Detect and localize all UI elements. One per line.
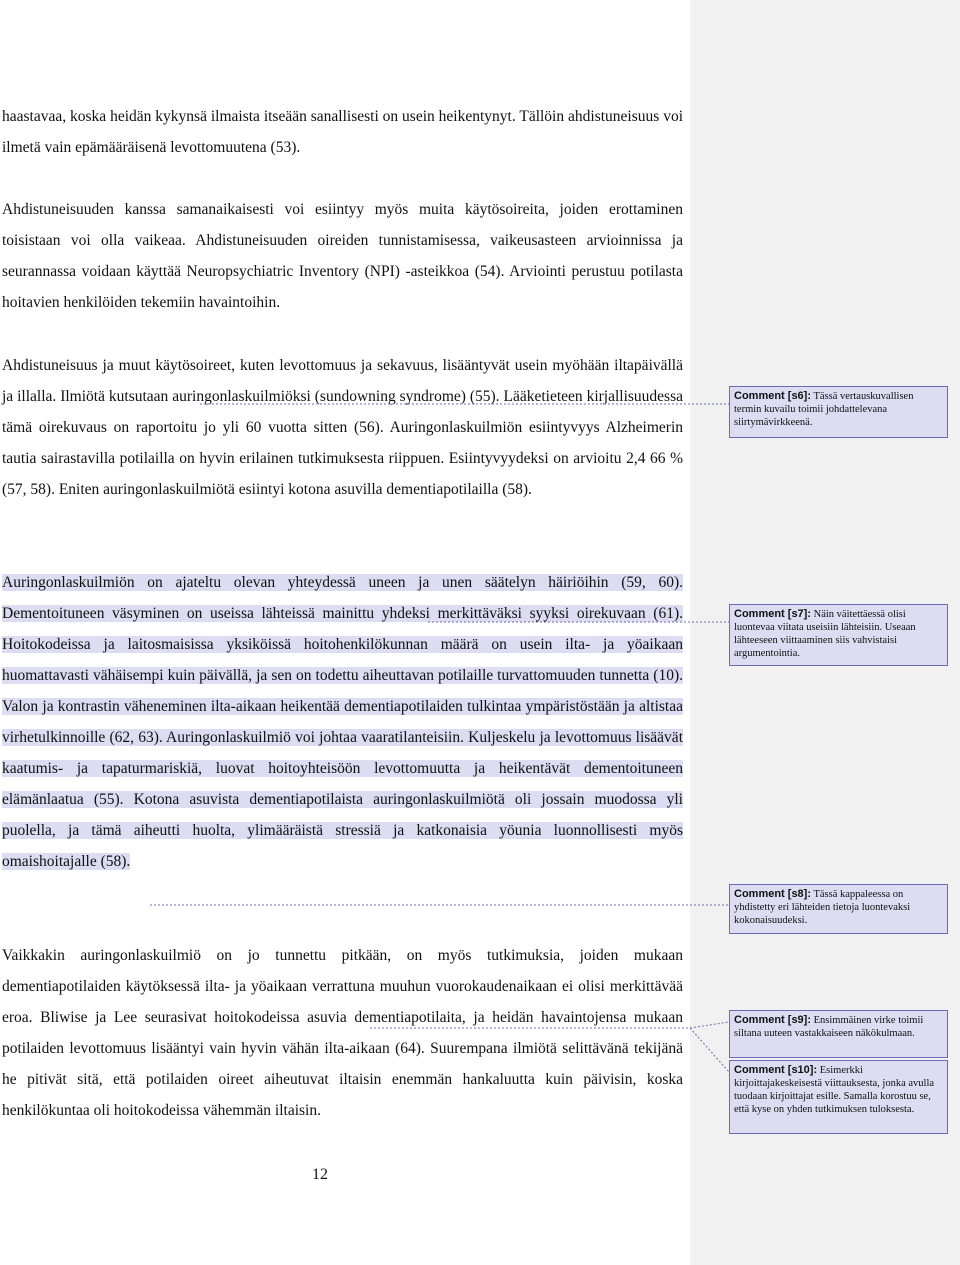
paragraph-4: Auringonlaskuilmiön on ajateltu olevan yhteydessä uneen ja unen säätelyn häiriöihin (59, 60). Dementoituneen väsyminen on useissa lähteissä mainittu yhdeksi merkittäväksi syyksi oirekuvaan (61). Hoitokodeissa ja laitosmaisissa yksiköissä hoitohenkilökunnan määrä on usein ilta- ja yöaikaan huomattavasti vähäisempi kuin päivällä, ja sen on todettu aiheuttavan potilaille turvattomuuden tunnetta (10). Valon ja kontrastin väheneminen ilta-aikaan heikentää dementiapotilaiden tulkintaa ympäristöstään ja altistaa virhetulkinnoille (62, 63). Auringonlaskuilmiö voi johtaa vaaratilanteisiin. Kuljeskelu ja levottomuus lisäävät kaatumis- ja tapaturmariskiä, luovat hoitoyhteisöön levottomuutta ja heikentävät dementoituneen elämänlaatua (55). Kotona asuvista dementiapotilaista auringonlaskuilmiötä oli jossain muodossa yli puolella, ja tämä aiheutti huolta, ylimääräistä stressiä ja katkonaisia yöunia luonnollisesti myös omaishoitajalle (58). — [2, 574, 683, 870]
paragraph-5: Vaikkakin auringonlaskuilmiö on jo tunnettu pitkään, on myös tutkimuksia, joiden mukaan dementiapotilaiden käytöksessä ilta- ja yöaikaan verrattuna muuhun vuorokaudenaikaan ei olisi merkittävää eroa. Bliwise ja Lee seurasivat hoitokodeissa asuvia dementiapotilaita, ja heidän havaintojensa mukaan potilaiden levottomuus lisääntyi vain hyvin vähän ilta-aikaan (64). Suurempana ilmiötä selittävänä tekijänä he pitivät sitä, että potilaiden oireet aiheutuvat iltaisin enemmän hankaluutta kuin päivisin, koska henkilökuntaa oli hoitokodeissa vähemmän iltaisin. — [2, 947, 683, 1119]
comment-text: Näin väitettäessä olisi luontevaa viitata useisiin lähteisiin. Useaan lähteeseen viittaaminen siis vahvistaisi argumentointia. — [734, 609, 916, 659]
paragraph-2: Ahdistuneisuuden kanssa samanaikaisesti voi esiintyy myös muita käytösoireita, joiden erottaminen toisistaan voi olla vaikeaa. Ahdistuneisuuden oireiden tunnistamisessa, vaikeusasteen arvioinnissa ja seurannassa voidaan käyttää Neuropsychiatric Inventory (NPI) -asteikkoa (54). Arviointi perustuu potilasta hoitavien henkilöiden tekemiin havaintoihin. — [2, 201, 683, 311]
comment-s9[interactable] — [729, 1010, 948, 1058]
comment-text: Tässä vertauskuvallisen termin kuvailu toimii johdattelevana siirtymävirkkeenä. — [734, 391, 914, 428]
comment-text: Ensimmäinen virke toimii siltana uuteen vastakkaiseen näkökulmaan. — [734, 1015, 924, 1039]
comment-label: Comment [s10]: — [734, 1064, 818, 1076]
comment-label: Comment [s6]: — [734, 390, 812, 402]
comment-label: Comment [s9]: — [734, 1014, 812, 1026]
comment-label: Comment [s7]: — [734, 608, 812, 620]
comment-s10[interactable] — [729, 1060, 948, 1134]
comment-text: Esimerkki kirjoittajakeskeisestä viittauksesta, jonka avulla tuodaan kirjoittajat esille. Samalla korostuu se, että kyse on yhden tutkimuksen tuloksesta. — [734, 1065, 935, 1115]
comment-s6[interactable] — [729, 386, 948, 438]
comment-label: Comment [s8]: — [734, 888, 812, 900]
page-number: 12 — [312, 1166, 328, 1183]
comment-text: Tässä kappaleessa on yhdistetty eri lähteiden tietoja luontevaksi kokonaisuudeksi. — [734, 889, 911, 926]
paragraph-1: haastavaa, koska heidän kykynsä ilmaista itseään sanallisesti on usein heikentynyt. Tällöin ahdistuneisuus voi ilmetä vain epämääräisenä levottomuutena (53). — [2, 108, 683, 156]
comment-s8[interactable] — [729, 884, 948, 934]
comment-s7[interactable] — [729, 604, 948, 666]
paragraph-3: Ahdistuneisuus ja muut käytösoireet, kuten levottomuus ja sekavuus, lisääntyvät usein myöhään iltapäivällä ja illalla. Ilmiötä kutsutaan auringonlaskuilmiöksi (sundowning syndrome) (55). Lääketieteen kirjallisuudessa tämä oirekuvaus on raportoitu jo yli 60 vuotta sitten (56). Auringonlaskuilmiön esiintyvyys Alzheimerin tautia sairastavilla potilailla on hyvin erilainen tutkimuksesta riippuen. Esiintyvyydeksi on arvioitu 2,4 66 % (57, 58). Eniten auringonlaskuilmiötä esiintyi kotona asuvilla dementiapotilailla (58). — [2, 357, 683, 498]
